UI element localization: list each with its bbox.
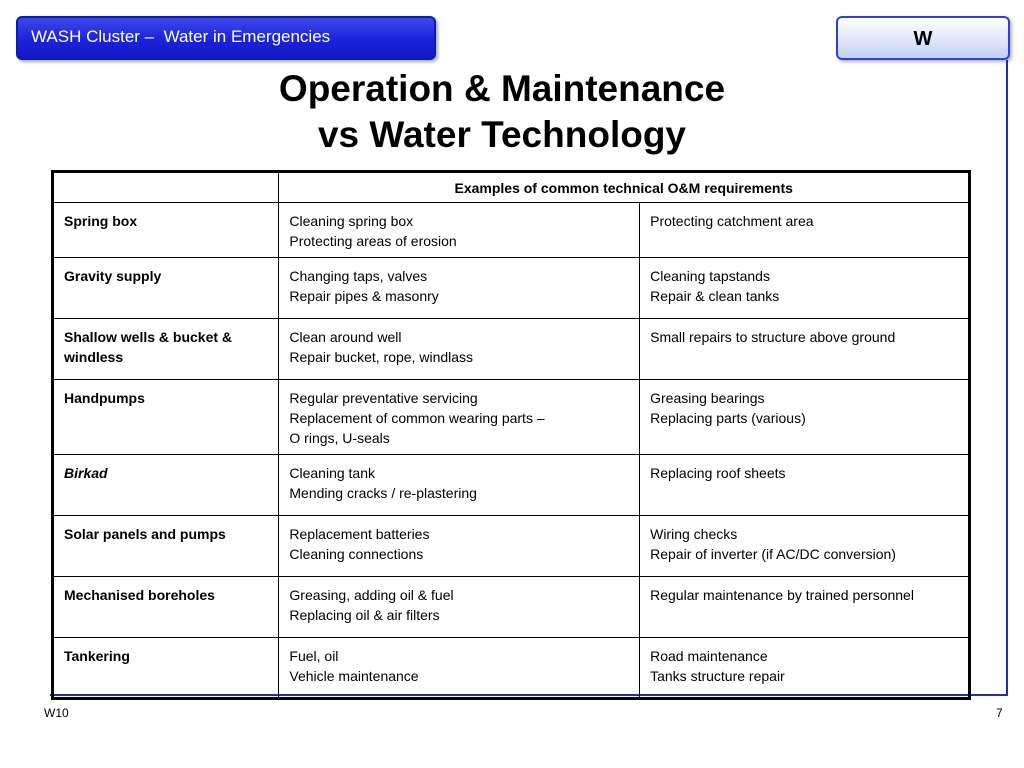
requirement-line: Cleaning connections bbox=[289, 546, 424, 562]
requirement-line: Regular preventative servicing bbox=[289, 390, 478, 406]
requirement-cell-a bbox=[279, 516, 640, 577]
requirement-line: Repair bucket, rope, windlass bbox=[289, 349, 474, 365]
requirement-line: Replacement of common wearing parts – bbox=[289, 410, 545, 426]
requirement-line: Repair & clean tanks bbox=[650, 288, 780, 304]
module-code: W bbox=[913, 27, 933, 50]
requirement-cell-b bbox=[640, 203, 970, 258]
requirement-line: Cleaning spring box bbox=[289, 213, 414, 229]
requirement-line: Repair pipes & masonry bbox=[289, 288, 439, 304]
slide-title-line-1: Operation & Maintenance bbox=[278, 68, 726, 109]
table-row bbox=[53, 380, 970, 455]
requirement-line: Replacing roof sheets bbox=[650, 465, 786, 481]
requirement-cell-b bbox=[640, 258, 970, 319]
requirement-line: Regular maintenance by trained personnel bbox=[650, 587, 914, 603]
requirement-cell-b bbox=[640, 380, 970, 455]
requirement-line: Repair of inverter (if AC/DC conversion) bbox=[650, 546, 896, 562]
requirement-line: Replacing oil & air filters bbox=[289, 607, 440, 623]
cluster-title-banner bbox=[16, 16, 436, 60]
requirement-line: Replacement batteries bbox=[289, 526, 430, 542]
requirement-cell-a bbox=[279, 319, 640, 380]
technology-cell: Birkad bbox=[53, 455, 279, 516]
slide-title bbox=[0, 66, 1004, 158]
requirement-line: Small repairs to structure above ground bbox=[650, 329, 896, 345]
technology-cell: Gravity supply bbox=[53, 258, 279, 319]
right-rule-divider bbox=[1006, 60, 1008, 696]
requirement-line: Changing taps, valves bbox=[289, 268, 428, 284]
requirement-cell-a bbox=[279, 258, 640, 319]
requirement-cell-b bbox=[640, 319, 970, 380]
technology-cell: Shallow wells & bucket & windless bbox=[53, 319, 279, 380]
requirement-line: Cleaning tank bbox=[289, 465, 376, 481]
requirement-cell-b bbox=[640, 577, 970, 638]
page-number: 7 bbox=[996, 706, 1003, 720]
requirement-cell-b bbox=[640, 455, 970, 516]
requirement-line: Protecting catchment area bbox=[650, 213, 814, 229]
table-corner-cell bbox=[53, 172, 279, 203]
om-requirements-table bbox=[51, 170, 971, 700]
table-row bbox=[53, 638, 970, 699]
table-row bbox=[53, 258, 970, 319]
technology-cell: Mechanised boreholes bbox=[53, 577, 279, 638]
requirement-line: Road maintenance bbox=[650, 648, 768, 664]
requirement-line: Tanks structure repair bbox=[650, 668, 785, 684]
cluster-title: WASH Cluster – Water in Emergencies bbox=[31, 26, 331, 46]
module-code-box bbox=[836, 16, 1010, 60]
table-row bbox=[53, 319, 970, 380]
requirement-line: O rings, U-seals bbox=[289, 430, 390, 446]
slide-title-line-2: vs Water Technology bbox=[317, 114, 686, 155]
requirement-cell-a bbox=[279, 638, 640, 699]
requirement-cell-a bbox=[279, 577, 640, 638]
requirement-line: Protecting areas of erosion bbox=[289, 233, 457, 249]
requirement-line: Mending cracks / re-plastering bbox=[289, 485, 477, 501]
table-row bbox=[53, 577, 970, 638]
requirement-line: Clean around well bbox=[289, 329, 402, 345]
technology-cell: Handpumps bbox=[53, 380, 279, 455]
requirement-line: Cleaning tapstands bbox=[650, 268, 770, 284]
requirement-line: Fuel, oil bbox=[289, 648, 339, 664]
technology-cell: Tankering bbox=[53, 638, 279, 699]
technology-cell: Spring box bbox=[53, 203, 279, 258]
requirement-cell-a bbox=[279, 455, 640, 516]
table-row bbox=[53, 203, 970, 258]
requirement-cell-b bbox=[640, 638, 970, 699]
table-body bbox=[53, 203, 970, 699]
technology-cell: Solar panels and pumps bbox=[53, 516, 279, 577]
table-row bbox=[53, 455, 970, 516]
table-header-row bbox=[53, 172, 970, 203]
requirement-line: Wiring checks bbox=[650, 526, 738, 542]
requirement-cell-a bbox=[279, 203, 640, 258]
footer-code: W10 bbox=[44, 706, 69, 720]
requirement-line: Greasing, adding oil & fuel bbox=[289, 587, 454, 603]
requirement-cell-b bbox=[640, 516, 970, 577]
requirement-line: Greasing bearings bbox=[650, 390, 765, 406]
requirement-line: Vehicle maintenance bbox=[289, 668, 419, 684]
requirement-cell-a bbox=[279, 380, 640, 455]
requirement-line: Replacing parts (various) bbox=[650, 410, 806, 426]
table-header-cell: Examples of common technical O&M requirements bbox=[279, 172, 970, 203]
table-row bbox=[53, 516, 970, 577]
